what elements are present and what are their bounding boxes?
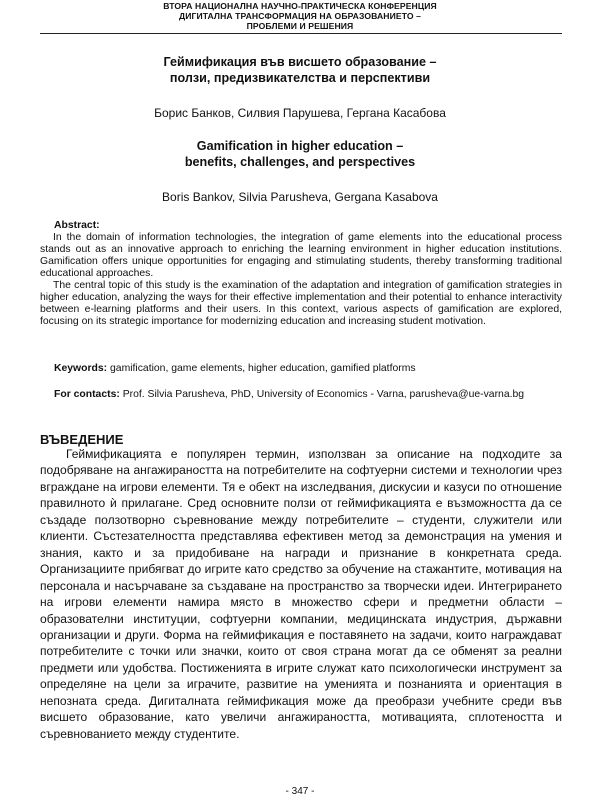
paper-title-english xyxy=(0,138,600,170)
contacts xyxy=(40,389,562,402)
page-number: - 347 - xyxy=(285,786,315,797)
authors-english: Boris Bankov, Silvia Parusheva, Gergana Kasabova xyxy=(162,190,438,204)
abstract xyxy=(40,220,562,328)
introduction-body xyxy=(40,446,562,742)
conference-header-line-1: ВТОРА НАЦИОНАЛНА НАУЧНО-ПРАКТИЧЕСКА КОНФЕРЕНЦИЯ xyxy=(163,1,437,11)
conference-header xyxy=(0,2,600,31)
contacts-label: For contacts: xyxy=(54,389,120,400)
header-divider xyxy=(40,33,562,34)
abstract-label: Abstract: xyxy=(54,220,100,231)
abstract-paragraph-1: In the domain of information technologies, the integration of game elements into the educational process stands out as an innovative approach to enriching the learning environment in higher education institutions. Gamification offers unique opportunities for engaging and stimulating students, thereby transforming traditional educational approaches. xyxy=(40,232,562,279)
introduction-paragraph: Геймификацията е популярен термин, използван за описание на подходите за подобряване на ангажираността на потребителите на софтуерни системи и технологии чрез вграждане на игрови елементи. Тя е обект на изследвания, дискусии и казуси по отношение правилното ѝ прилагане. Сред основните ползи от геймификацията е възможността да се създаде ползотворно съревнование между потребителите – студенти, служители или клиенти. Състезателността представлява ефективен метод за демонстрация на умения и знания, както и за придобиване на награди и признание в конкретната среда. Организациите прибягват до игрите като средство за обучение на стажантите, мотивация на персонала и насърчаване за създаване на пространство за творчески идеи. Интегрирането на игрови елементи намира място в множество сфери и предметни области – образователни институции, софтуерни компании, медицинската индустрия, държавни организации и други. Форма на геймификация е поставянето на задачи, които награждават потребителите с точки или значки, които от своя страна могат да се обменят за реални предмети или удобства. Постиженията в игрите служат като психологически инструмент за определяне на цели за играчите, развитие на уменията и познанията и ориентация в непозната среда. Дигиталната геймификация може да преобрази учебните среди във висшето образование, като увеличи ангажираността, мотивацията, сплотеността и съревнованието между студентите. xyxy=(40,447,562,741)
title-en-line-1: Gamification in higher education – xyxy=(196,139,404,153)
keywords-label: Keywords: xyxy=(54,363,108,374)
authors-bulgarian: Борис Банков, Силвия Парушева, Гергана Касабова xyxy=(154,106,446,120)
keywords xyxy=(40,363,562,375)
contacts-text: Prof. Silvia Parusheva, PhD, University of Economics - Varna, parusheva@ue-varna.bg xyxy=(119,389,525,400)
keywords-text: gamification, game elements, higher education, gamified platforms xyxy=(107,363,416,374)
title-en-line-2: benefits, challenges, and perspectives xyxy=(184,155,416,169)
title-bg-line-1: Геймификация във висшето образование – xyxy=(163,55,437,69)
title-bg-line-2: ползи, предизвикателства и перспективи xyxy=(169,71,431,85)
conference-header-line-3: ПРОБЛЕМИ И РЕШЕНИЯ xyxy=(246,20,354,31)
section-heading-introduction: ВЪВЕДЕНИЕ xyxy=(40,432,124,447)
conference-header-line-2: ДИГИТАЛНА ТРАНСФОРМАЦИЯ НА ОБРАЗОВАНИЕТО – xyxy=(178,10,422,21)
abstract-paragraph-2: The central topic of this study is the examination of the adaptation and integration of gamification strategies in higher education, analyzing the ways for their effective implementation and their potential to enhance interactivity between e-learning platforms and their users. In this context, various aspects of gamification are explored, focusing on its strategic importance for modernizing education and increasing student motivation. xyxy=(40,280,562,327)
paper-title-bulgarian xyxy=(0,54,600,86)
